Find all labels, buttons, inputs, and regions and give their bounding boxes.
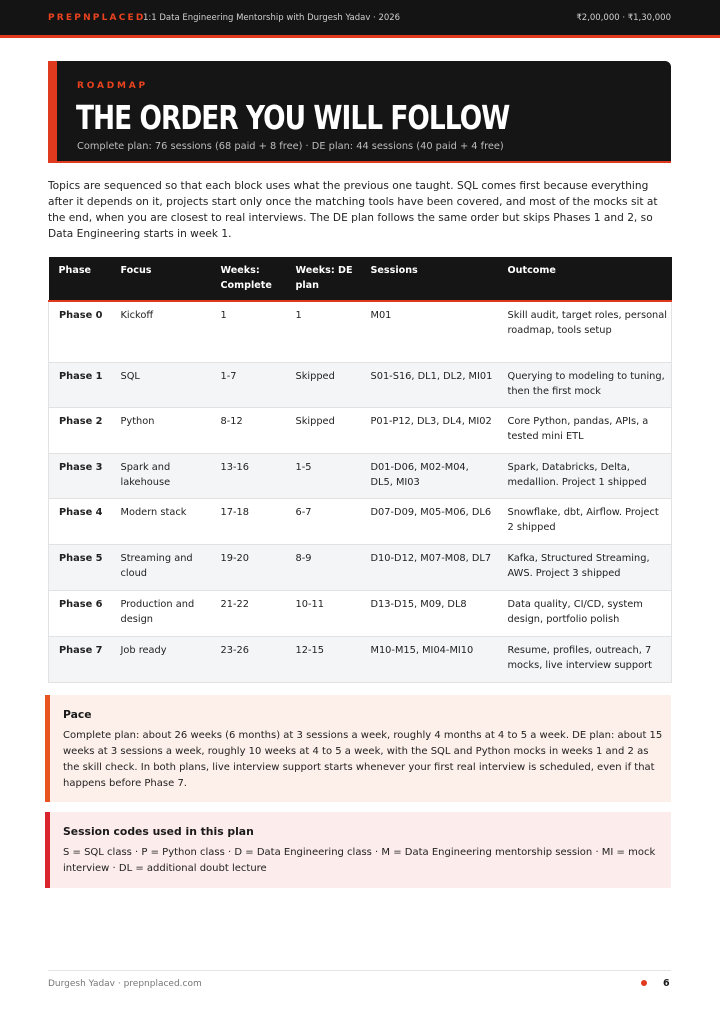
table-row <box>49 362 672 407</box>
table-row <box>49 590 672 636</box>
cell-phase: Phase 4 <box>49 498 111 544</box>
cell-weeks-complete: 1-7 <box>211 362 286 407</box>
cell-weeks-complete: 21-22 <box>211 590 286 636</box>
cell-focus: Production and design <box>111 590 211 636</box>
pace-body: Complete plan: about 26 weeks (6 months) at 3 sessions a week, roughly 4 months at 4 to 5 a week. DE plan: about 15 weeks at 3 sessions a week, roughly 10 weeks at 4 to 5 a week, with the SQL and Python mocks in weeks 1 and 2 as the skill check. In both plans, live interview support starts whenever your first real interview is scheduled, even if that happens before Phase 7. <box>63 730 663 789</box>
session-codes-callout <box>45 812 671 888</box>
cell-sessions: D07-D09, M05-M06, DL6 <box>361 498 498 544</box>
cell-outcome: Core Python, pandas, APIs, a tested mini ETL <box>498 407 672 453</box>
course-title: 1:1 Data Engineering Mentorship with Durgesh Yadav · 2026 <box>143 13 401 23</box>
table-header-row <box>49 257 672 301</box>
cell-outcome: Spark, Databricks, Delta, medallion. Project 1 shipped <box>498 453 672 498</box>
header-weeks-complete: Weeks: Complete <box>211 257 286 301</box>
cell-sessions: D01-D06, M02-M04, DL5, MI03 <box>361 453 498 498</box>
cell-weeks-complete: 19-20 <box>211 544 286 590</box>
cell-focus: Kickoff <box>111 301 211 362</box>
cell-weeks-de: Skipped <box>286 407 361 453</box>
top-bar <box>0 0 720 38</box>
cell-weeks-de: 10-11 <box>286 590 361 636</box>
cell-focus: Modern stack <box>111 498 211 544</box>
cell-phase: Phase 1 <box>49 362 111 407</box>
cell-phase: Phase 5 <box>49 544 111 590</box>
cell-weeks-complete: 8-12 <box>211 407 286 453</box>
cell-weeks-de: Skipped <box>286 362 361 407</box>
cell-focus: Job ready <box>111 636 211 682</box>
cell-weeks-de: 1 <box>286 301 361 362</box>
cell-sessions: S01-S16, DL1, DL2, MI01 <box>361 362 498 407</box>
table-row <box>49 407 672 453</box>
page-title: THE ORDER YOU WILL FOLLOW <box>76 98 510 137</box>
brand-logo: PREPNPLACED <box>48 13 146 23</box>
cell-phase: Phase 6 <box>49 590 111 636</box>
table-row <box>49 453 672 498</box>
cell-sessions: D10-D12, M07-M08, DL7 <box>361 544 498 590</box>
header-outcome: Outcome <box>498 257 672 301</box>
table-row <box>49 544 672 590</box>
cell-outcome: Kafka, Structured Streaming, AWS. Project 3 shipped <box>498 544 672 590</box>
cell-sessions: P01-P12, DL3, DL4, MI02 <box>361 407 498 453</box>
header-phase: Phase <box>49 257 111 301</box>
cell-phase: Phase 0 <box>49 301 111 362</box>
page-number: 6 <box>663 978 670 989</box>
session-codes-title: Session codes used in this plan <box>63 825 254 838</box>
section-kicker: ROADMAP <box>77 81 148 91</box>
table-row <box>49 498 672 544</box>
header-weeks-de: Weeks: DE plan <box>286 257 361 301</box>
cell-focus: Spark and lakehouse <box>111 453 211 498</box>
table-row <box>49 636 672 682</box>
cell-weeks-complete: 23-26 <box>211 636 286 682</box>
intro-paragraph: Topics are sequenced so that each block uses what the previous one taught. SQL comes first because everything after it depends on it, projects start only once the matching tools have been covered, and most of the mocks sit at the end, when you are closest to real interviews. The DE plan follows the same order but skips Phases 1 and 2, so Data Engineering starts in week 1. <box>48 180 658 240</box>
pace-title: Pace <box>63 708 92 721</box>
cell-focus: SQL <box>111 362 211 407</box>
cell-outcome: Skill audit, target roles, personal roadmap, tools setup <box>498 301 672 362</box>
page-subtitle: Complete plan: 76 sessions (68 paid + 8 free) · DE plan: 44 sessions (40 paid + 4 free) <box>77 141 504 152</box>
cell-outcome: Snowflake, dbt, Airflow. Project 2 shipped <box>498 498 672 544</box>
cell-sessions: M10-M15, MI04-MI10 <box>361 636 498 682</box>
cell-weeks-de: 6-7 <box>286 498 361 544</box>
cell-weeks-complete: 13-16 <box>211 453 286 498</box>
pace-callout <box>45 695 671 802</box>
table-row <box>49 301 672 362</box>
header-focus: Focus <box>111 257 211 301</box>
roadmap-table <box>48 257 672 683</box>
cell-outcome: Querying to modeling to tuning, then the first mock <box>498 362 672 407</box>
footer-divider <box>48 970 671 971</box>
session-codes-body: S = SQL class · P = Python class · D = Data Engineering class · M = Data Engineering mentorship session · MI = mock interview · DL = additional doubt lecture <box>63 847 656 874</box>
cell-phase: Phase 2 <box>49 407 111 453</box>
footer-dot-icon <box>641 980 647 986</box>
price-label: ₹2,00,000 · ₹1,30,000 <box>576 13 671 23</box>
footer-author: Durgesh Yadav · prepnplaced.com <box>48 979 202 989</box>
cell-phase: Phase 3 <box>49 453 111 498</box>
cell-sessions: D13-D15, M09, DL8 <box>361 590 498 636</box>
cell-sessions: M01 <box>361 301 498 362</box>
cell-weeks-de: 1-5 <box>286 453 361 498</box>
cell-outcome: Resume, profiles, outreach, 7 mocks, live interview support <box>498 636 672 682</box>
cell-focus: Python <box>111 407 211 453</box>
cell-weeks-complete: 17-18 <box>211 498 286 544</box>
cell-outcome: Data quality, CI/CD, system design, portfolio polish <box>498 590 672 636</box>
cell-focus: Streaming and cloud <box>111 544 211 590</box>
roadmap-hero <box>48 61 671 163</box>
cell-weeks-de: 8-9 <box>286 544 361 590</box>
cell-weeks-de: 12-15 <box>286 636 361 682</box>
cell-phase: Phase 7 <box>49 636 111 682</box>
header-sessions: Sessions <box>361 257 498 301</box>
cell-weeks-complete: 1 <box>211 301 286 362</box>
